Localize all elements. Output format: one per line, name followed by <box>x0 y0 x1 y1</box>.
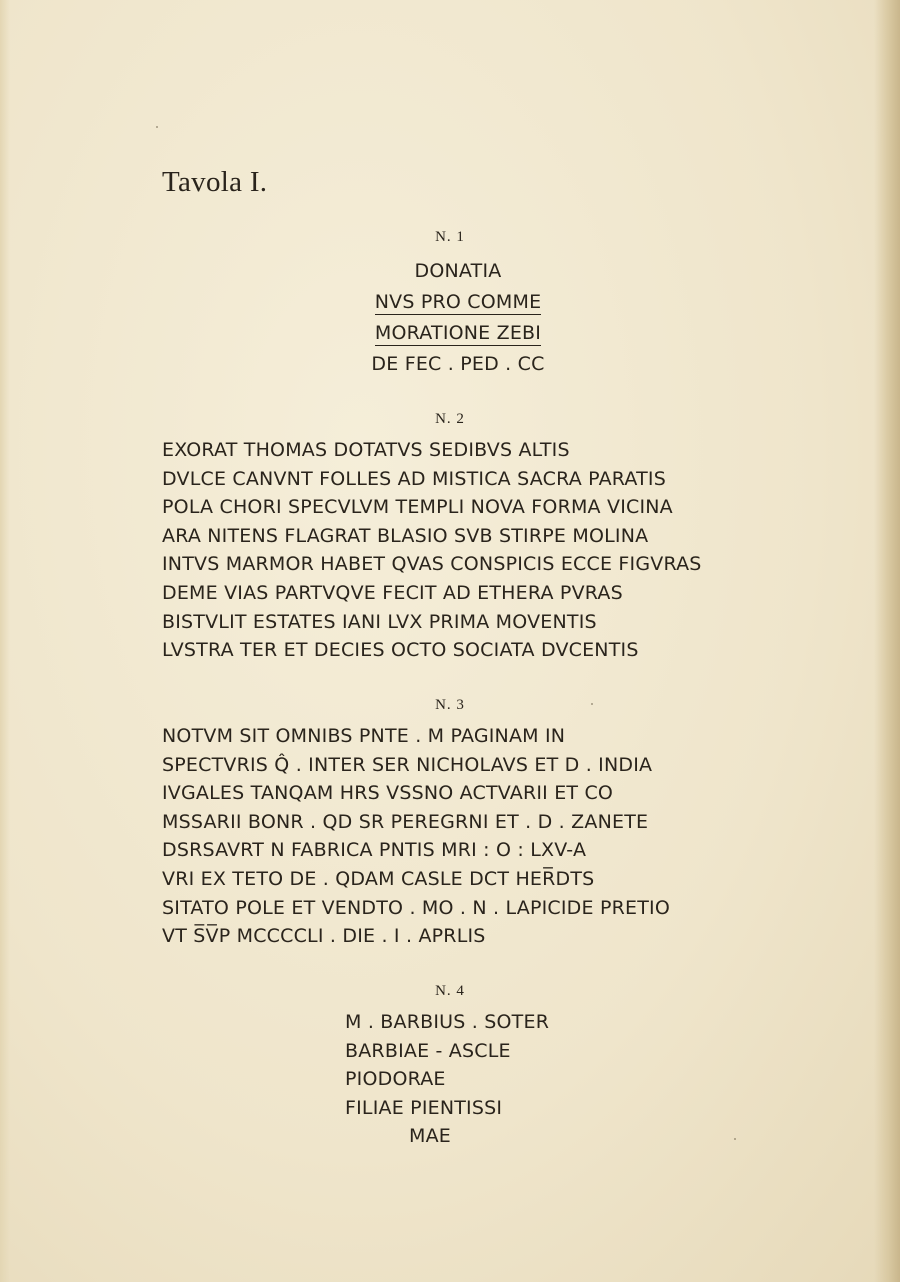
inscription-2-line: EXORAT THOMAS DOTATVS SEDIBVS ALTIS <box>162 439 570 461</box>
inscription-number-1: N. 1 <box>435 229 465 245</box>
page-title: Tavola I. <box>162 166 268 198</box>
inscription-4-line: BARBIAE - ASCLE <box>345 1039 511 1062</box>
inscription-2-line: INTVS MARMOR HABET QVAS CONSPICIS ECCE FIGVRAS <box>162 553 702 576</box>
inscription-2-line: POLA CHORI SPECVLVM TEMPLI NOVA FORMA VICINA <box>162 496 673 519</box>
inscription-number-4: N. 4 <box>435 983 465 999</box>
inscription-1-line: MORATIONE ZEBI <box>374 322 542 344</box>
inscription-1 <box>358 256 558 380</box>
inscription-4-line: MAE <box>409 1125 451 1148</box>
inscription-2-line: LVSTRA TER ET DECIES OCTO SOCIATA DVCENTIS <box>162 639 639 662</box>
inscription-3-line: SPECTVRIS Q̂ . INTER SER NICHOLAVS ET D . INDIA <box>162 753 653 776</box>
inscription-number-2: N. 2 <box>435 411 465 427</box>
inscription-3-line: NOTVM SIT OMNIBS PNTE . M PAGINAM IN <box>162 725 566 747</box>
page-right-edge <box>874 0 900 1282</box>
inscription-4-line: M . BARBIUS . SOTER <box>345 1011 550 1033</box>
inscription-3-line: VRI EX TETO DE . QDAM CASLE DCT HER̅DTS <box>162 867 595 890</box>
inscription-3 <box>162 722 670 951</box>
paper-speck <box>734 1138 736 1140</box>
inscription-1-line: NVS PRO COMME <box>374 291 542 313</box>
inscription-2 <box>162 436 702 665</box>
inscription-number-3: N. 3 <box>435 697 465 713</box>
inscription-2-line: BISTVLIT ESTATES IANI LVX PRIMA MOVENTIS <box>162 610 597 633</box>
inscription-1-line: DE FEC . PED . CC <box>371 353 545 375</box>
inscription-4-line: FILIAE PIENTISSI <box>345 1096 503 1119</box>
inscription-2-line: DEME VIAS PARTVQVE FECIT AD ETHERA PVRAS <box>162 581 623 604</box>
paper-speck <box>591 703 593 705</box>
inscription-3-line: VT S̅V̅P MCCCCLI . DIE . I . APRLIS <box>162 925 486 948</box>
inscription-3-line: SITATO POLE ET VENDTO . MO . N . LAPICIDE PRETIO <box>162 896 670 919</box>
inscription-1-line: DONATIA <box>414 260 502 282</box>
inscription-3-line: DSRSAVRT N FABRICA PNTIS MRI : O : LXV-A <box>162 839 587 862</box>
inscription-2-line: DVLCE CANVNT FOLLES AD MISTICA SACRA PARATIS <box>162 467 666 490</box>
inscription-4-line: PIODORAE <box>345 1068 446 1091</box>
page-left-edge <box>0 0 10 1282</box>
inscription-2-line: ARA NITENS FLAGRAT BLASIO SVB STIRPE MOLINA <box>162 524 649 547</box>
inscription-3-line: MSSARII BONR . QD SR PEREGRNI ET . D . ZANETE <box>162 810 649 833</box>
inscription-3-line: IVGALES TANQAM HRS VSSNO ACTVARII ET CO <box>162 782 614 805</box>
inscription-4 <box>345 1008 549 1151</box>
paper-speck <box>156 126 158 128</box>
